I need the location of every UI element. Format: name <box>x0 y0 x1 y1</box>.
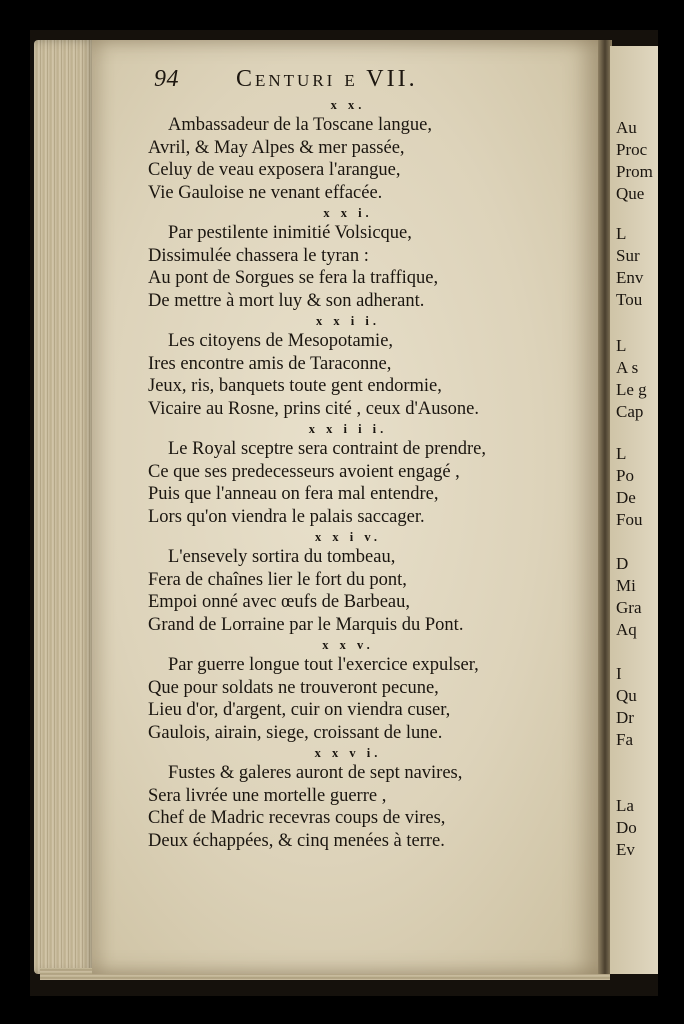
verse-line: Puis que l'anneau on fera mal entendre, <box>148 484 439 504</box>
facing-page-fragment: Mi <box>616 576 636 595</box>
quatrain <box>148 312 608 420</box>
verse-line: Gaulois, airain, siege, croissant de lune. <box>148 722 443 743</box>
facing-page-fragment: Fou <box>616 510 643 529</box>
verse-line: Le Royal sceptre sera contraint de prendre, <box>168 439 486 459</box>
verse-line: Dissimulée chassera le tyran : <box>148 245 369 266</box>
facing-page-fragment: I <box>616 664 622 683</box>
verse-line: Fustes & galeres auront de sept navires, <box>168 763 463 783</box>
verse-line: Chef de Madric recevras coups de vires, <box>148 808 446 828</box>
facing-page-fragment: Le g <box>616 380 647 399</box>
quatrain <box>148 744 608 852</box>
quatrain <box>148 204 608 312</box>
verse-line: Par guerre longue tout l'exercice expulser, <box>168 655 479 675</box>
verse-line: Deux échappées, & cinq menées à terre. <box>148 830 445 851</box>
verse-line: Par pestilente inimitié Volsicque, <box>168 223 412 243</box>
quatrain-numeral: x x v i. <box>314 746 382 760</box>
quatrain-list <box>148 96 608 852</box>
verse-line: Les citoyens de Mesopotamie, <box>168 331 394 351</box>
facing-page-fragment: Prom <box>616 162 653 181</box>
facing-page-fragment: Ev <box>616 840 635 859</box>
quatrain-numeral: x x v. <box>322 638 374 652</box>
verse-line: Fera de chaînes lier le fort du pont, <box>148 569 407 590</box>
facing-page-fragment: La <box>616 796 634 815</box>
facing-page-fragment: L <box>616 224 627 243</box>
facing-page <box>610 46 658 974</box>
facing-page-fragment: Gra <box>616 598 642 617</box>
facing-page-fragment: Proc <box>616 140 648 159</box>
verse-line: L'ensevely sortira du tombeau, <box>168 547 396 567</box>
quatrain <box>148 528 608 636</box>
verse-line: Lieu d'or, d'argent, cuir on viendra cuser, <box>148 700 451 720</box>
quatrain <box>148 636 608 744</box>
facing-page-fragment: Que <box>616 184 645 203</box>
facing-page-fragment: Au <box>616 118 637 137</box>
quatrain-numeral: x x i i i. <box>308 422 388 436</box>
facing-page-fragment: Fa <box>616 730 633 749</box>
facing-page-fragment: Po <box>616 466 634 485</box>
facing-page-fragment: Aq <box>616 620 637 639</box>
facing-page-fragment: D <box>616 554 629 573</box>
verse-line: Ambassadeur de la Toscane langue, <box>168 115 432 135</box>
verse-line: Vie Gauloise ne venant effacée. <box>148 182 383 203</box>
quatrain-numeral: x x i. <box>323 206 373 220</box>
facing-page-fragment: L <box>616 444 627 463</box>
facing-page-fragment: Env <box>616 268 644 287</box>
page-header <box>150 64 590 98</box>
facing-page-fragment: A s <box>616 358 639 377</box>
verse-line: Sera livrée une mortelle guerre , <box>148 785 387 806</box>
quatrain <box>148 96 608 204</box>
facing-page-fragment: Qu <box>616 686 637 705</box>
verse-line: Celuy de veau exposera l'arangue, <box>148 160 401 180</box>
verse-line: Ires encontre amis de Taraconne, <box>148 353 392 374</box>
quatrain <box>148 420 608 528</box>
verse-line: Grand de Lorraine par le Marquis du Pont. <box>148 614 464 635</box>
verse-line: Lors qu'on viendra le palais saccager. <box>148 506 425 527</box>
quatrain-numeral: x x i v. <box>314 530 382 544</box>
facing-page-fragment: Do <box>616 818 637 837</box>
verse-line: Au pont de Sorgues se fera la traffique, <box>148 268 439 288</box>
quatrain-numeral: x x i i. <box>316 314 380 328</box>
verse-line: Jeux, ris, banquets toute gent endormie, <box>148 376 442 396</box>
verse-line: Avril, & May Alpes & mer passée, <box>148 137 405 158</box>
facing-page-fragment: Sur <box>616 246 640 265</box>
quatrain-numeral: x x. <box>330 98 366 112</box>
verse-line: Vicaire au Rosne, prins cité , ceux d'Ausone. <box>148 398 480 419</box>
verse-line: De mettre à mort luy & son adherant. <box>148 290 425 311</box>
facing-page-fragment: L <box>616 336 627 355</box>
verse-line: Que pour soldats ne trouveront pecune, <box>148 677 439 698</box>
facing-page-fragment: Dr <box>616 708 634 727</box>
verse-line: Ce que ses predecesseurs avoient engagé , <box>148 461 460 482</box>
page-number: 94 <box>154 66 179 92</box>
book-page-edges <box>34 40 96 974</box>
facing-page-fragment: Tou <box>616 290 643 309</box>
facing-page-fragment: De <box>616 488 636 507</box>
running-title: Centuri e VII. <box>236 66 418 92</box>
facing-page-fragment: Cap <box>616 402 644 421</box>
verse-line: Empoi onné avec œufs de Barbeau, <box>148 592 410 612</box>
